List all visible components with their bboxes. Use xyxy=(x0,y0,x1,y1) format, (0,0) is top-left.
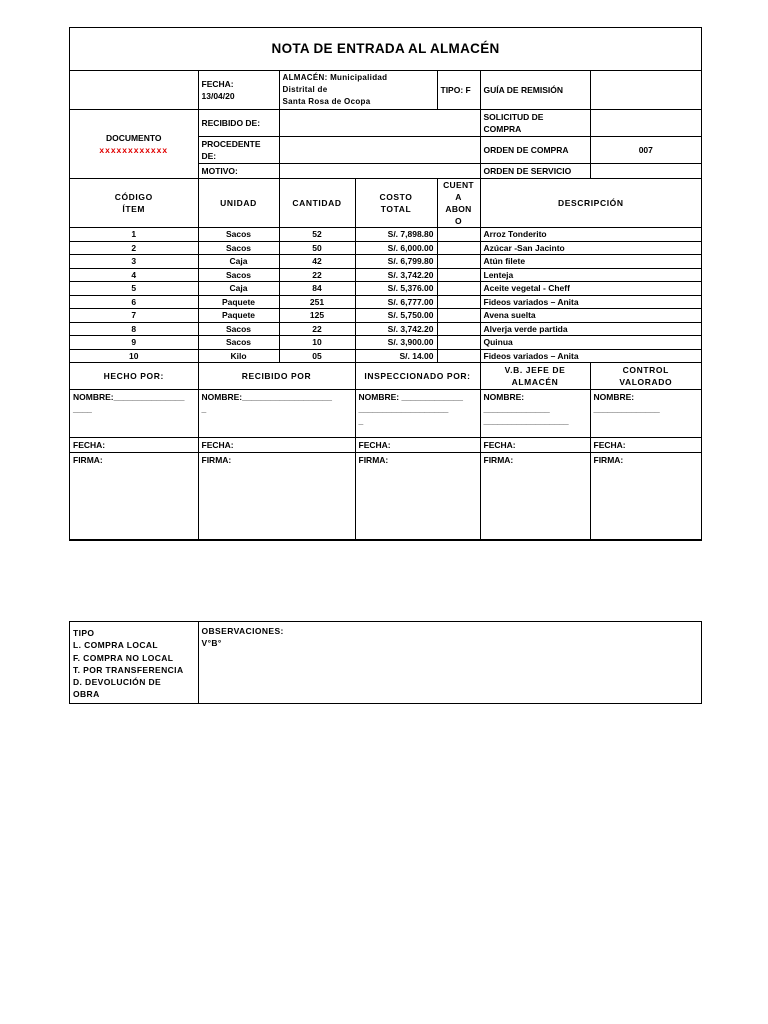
control-line-2: VALORADO xyxy=(619,377,673,387)
firma-field-control[interactable]: FIRMA: xyxy=(590,453,701,540)
hecho-por-header: HECHO POR: xyxy=(70,363,198,390)
item-cuenta-abono xyxy=(437,349,480,363)
orden-compra-label: ORDEN DE COMPRA xyxy=(480,137,590,164)
guia-label: GUÍA DE REMISIÓN xyxy=(480,71,590,110)
vb-line-2: ALMACÉN xyxy=(511,377,559,387)
table-row xyxy=(70,349,701,363)
almacen-cell xyxy=(279,71,437,110)
col-codigo-line-2: ÍTEM xyxy=(122,204,146,214)
solicitud-line-1: SOLICITUD DE xyxy=(483,112,544,122)
item-descripcion: Avena suelta xyxy=(480,309,701,323)
item-codigo: 4 xyxy=(70,268,198,282)
tipo-option-d-line-2: OBRA xyxy=(73,689,100,700)
nombre-line: ______________ xyxy=(483,404,550,414)
item-unidad: Paquete xyxy=(198,295,279,309)
item-cuenta-abono xyxy=(437,268,480,282)
item-costo: S/. 5,750.00 xyxy=(355,309,437,323)
documento-value: xxxxxxxxxxxx xyxy=(99,145,169,155)
motivo-field[interactable] xyxy=(279,164,480,179)
col-codigo xyxy=(70,179,198,228)
table-row xyxy=(70,268,701,282)
item-costo: S/. 3,742.20 xyxy=(355,322,437,336)
procedente-line-1: PROCEDENTE xyxy=(201,139,261,149)
item-unidad: Kilo xyxy=(198,349,279,363)
col-costo xyxy=(355,179,437,228)
footer-table xyxy=(70,622,701,704)
table-row xyxy=(70,228,701,242)
fecha-label: FECHA: xyxy=(201,79,234,89)
item-cantidad: 10 xyxy=(279,336,355,350)
nombre-field-vb[interactable] xyxy=(480,390,590,438)
item-cantidad: 22 xyxy=(279,268,355,282)
item-cuenta-abono xyxy=(437,241,480,255)
solicitud-compra-label xyxy=(480,110,590,137)
blank-cell xyxy=(70,71,198,110)
procedente-line-2: DE: xyxy=(201,151,217,161)
fecha-field-recibido[interactable]: FECHA: xyxy=(198,438,355,453)
firma-field-vb[interactable]: FIRMA: xyxy=(480,453,590,540)
item-cantidad: 125 xyxy=(279,309,355,323)
item-cantidad: 52 xyxy=(279,228,355,242)
tipo-option-f: F. COMPRA NO LOCAL xyxy=(73,652,174,663)
item-descripcion: Fideos variados – Anita xyxy=(480,349,701,363)
tipo-title: TIPO xyxy=(73,628,95,638)
item-cantidad: 251 xyxy=(279,295,355,309)
item-descripcion: Fideos variados – Anita xyxy=(480,295,701,309)
orden-servicio-label: ORDEN DE SERVICIO xyxy=(480,164,590,179)
recibido-de-label: RECIBIDO DE: xyxy=(198,110,279,137)
item-costo: S/. 6,000.00 xyxy=(355,241,437,255)
item-unidad: Caja xyxy=(198,282,279,296)
item-costo: S/. 6,777.00 xyxy=(355,295,437,309)
fecha-field-hecho[interactable]: FECHA: xyxy=(70,438,198,453)
control-valorado-header xyxy=(590,363,701,390)
col-cuenta-line-1: CUENT xyxy=(443,180,474,190)
nombre-line: NOMBRE: _____________ xyxy=(358,392,463,402)
item-cuenta-abono xyxy=(437,282,480,296)
item-unidad: Caja xyxy=(198,255,279,269)
procedente-field[interactable] xyxy=(279,137,480,164)
item-codigo: 2 xyxy=(70,241,198,255)
nombre-line: _ xyxy=(201,404,207,414)
col-cuenta-line-2: A xyxy=(455,192,462,202)
almacen-line-3: Santa Rosa de Ocopa xyxy=(282,97,371,106)
item-descripcion: Aceite vegetal - Cheff xyxy=(480,282,701,296)
vb-line-1: V.B. JEFE DE xyxy=(504,365,566,375)
col-cuenta-line-4: O xyxy=(455,216,462,226)
nombre-line: NOMBRE: xyxy=(483,392,525,402)
almacen-line-2: Distrital de xyxy=(282,85,328,94)
item-codigo: 9 xyxy=(70,336,198,350)
table-row xyxy=(70,255,701,269)
table-row xyxy=(70,309,701,323)
documento-label: DOCUMENTO xyxy=(105,133,162,143)
nombre-line: NOMBRE:___________________ xyxy=(201,392,332,402)
item-codigo: 1 xyxy=(70,228,198,242)
nombre-field-control[interactable] xyxy=(590,390,701,438)
col-descripcion: DESCRIPCIÓN xyxy=(480,179,701,228)
tipo-label: TIPO: F xyxy=(437,71,480,110)
fecha-field-inspeccionado[interactable]: FECHA: xyxy=(355,438,480,453)
firma-field-inspeccionado[interactable]: FIRMA: xyxy=(355,453,480,540)
recibido-por-header: RECIBIDO POR xyxy=(198,363,355,390)
col-cuenta-line-3: ABON xyxy=(445,204,472,214)
item-descripcion: Atún filete xyxy=(480,255,701,269)
item-cuenta-abono xyxy=(437,295,480,309)
item-unidad: Sacos xyxy=(198,241,279,255)
item-descripcion: Alverja verde partida xyxy=(480,322,701,336)
item-cuenta-abono xyxy=(437,255,480,269)
item-costo: S/. 14.00 xyxy=(355,349,437,363)
procedente-label xyxy=(198,137,279,164)
item-cantidad: 84 xyxy=(279,282,355,296)
nombre-field-hecho[interactable] xyxy=(70,390,198,438)
nombre-line: NOMBRE: xyxy=(593,392,635,402)
guia-value-field[interactable] xyxy=(590,71,701,110)
table-row xyxy=(70,336,701,350)
item-cantidad: 22 xyxy=(279,322,355,336)
nombre-line: ______________ xyxy=(593,404,660,414)
item-unidad: Paquete xyxy=(198,309,279,323)
col-unidad: UNIDAD xyxy=(198,179,279,228)
item-descripcion: Quinua xyxy=(480,336,701,350)
nombre-line: ___________________ xyxy=(358,404,449,414)
tipo-legend xyxy=(70,622,198,704)
item-cuenta-abono xyxy=(437,336,480,350)
table-row xyxy=(70,241,701,255)
item-costo: S/. 3,900.00 xyxy=(355,336,437,350)
motivo-label: MOTIVO: xyxy=(198,164,279,179)
item-cantidad: 42 xyxy=(279,255,355,269)
inspeccionado-por-header: INSPECCIONADO POR: xyxy=(355,363,480,390)
nombre-line: NOMBRE:_______________ xyxy=(73,392,185,402)
col-costo-line-1: COSTO xyxy=(379,192,413,202)
observaciones-label: OBSERVACIONES: xyxy=(201,626,284,636)
col-costo-line-2: TOTAL xyxy=(380,204,412,214)
item-descripcion: Arroz Tonderito xyxy=(480,228,701,242)
item-codigo: 5 xyxy=(70,282,198,296)
item-codigo: 3 xyxy=(70,255,198,269)
item-costo: S/. 3,742.20 xyxy=(355,268,437,282)
item-cuenta-abono xyxy=(437,309,480,323)
nombre-field-recibido[interactable] xyxy=(198,390,355,438)
tipo-option-l: L. COMPRA LOCAL xyxy=(73,640,159,651)
item-descripcion: Lenteja xyxy=(480,268,701,282)
item-cuenta-abono xyxy=(437,228,480,242)
nombre-field-inspeccionado[interactable] xyxy=(355,390,480,438)
fecha-cell[interactable] xyxy=(198,71,279,110)
form-title: NOTA DE ENTRADA AL ALMACÉN xyxy=(70,28,701,71)
item-cuenta-abono xyxy=(437,322,480,336)
item-codigo: 10 xyxy=(70,349,198,363)
firma-field-hecho[interactable]: FIRMA: xyxy=(70,453,198,540)
firma-field-recibido[interactable]: FIRMA: xyxy=(198,453,355,540)
fecha-value: 13/04/20 xyxy=(201,91,235,101)
item-unidad: Sacos xyxy=(198,268,279,282)
fecha-field-control[interactable]: FECHA: xyxy=(590,438,701,453)
item-unidad: Sacos xyxy=(198,322,279,336)
table-row xyxy=(70,295,701,309)
table-row xyxy=(70,322,701,336)
item-descripcion: Azúcar -San Jacinto xyxy=(480,241,701,255)
nombre-line: ____ xyxy=(73,404,92,414)
item-codigo: 6 xyxy=(70,295,198,309)
item-codigo: 8 xyxy=(70,322,198,336)
col-cuenta xyxy=(437,179,480,228)
orden-servicio-field[interactable] xyxy=(590,164,701,179)
fecha-field-vb[interactable]: FECHA: xyxy=(480,438,590,453)
observaciones-field[interactable] xyxy=(198,622,701,704)
col-cantidad: CANTIDAD xyxy=(279,179,355,228)
nota-de-entrada-form xyxy=(69,27,702,541)
nombre-line: __________________ xyxy=(483,416,569,426)
table-row xyxy=(70,282,701,296)
item-unidad: Sacos xyxy=(198,228,279,242)
items-body xyxy=(70,228,701,363)
vb-mark: V°B° xyxy=(201,638,222,649)
item-costo: S/. 5,376.00 xyxy=(355,282,437,296)
tipo-option-t: T. POR TRANSFERENCIA xyxy=(73,664,184,675)
item-costo: S/. 6,799.80 xyxy=(355,255,437,269)
tipo-option-d-line-1: D. DEVOLUCIÓN DE xyxy=(73,677,162,688)
solicitud-compra-field[interactable] xyxy=(590,110,701,137)
col-codigo-line-1: CÓDIGO xyxy=(114,192,153,202)
orden-compra-value[interactable]: 007 xyxy=(590,137,701,164)
documento-cell xyxy=(70,110,198,179)
recibido-de-field[interactable] xyxy=(279,110,480,137)
tipo-observaciones-box xyxy=(69,621,702,704)
item-cantidad: 05 xyxy=(279,349,355,363)
item-unidad: Sacos xyxy=(198,336,279,350)
control-line-1: CONTROL xyxy=(622,365,669,375)
item-costo: S/. 7,898.80 xyxy=(355,228,437,242)
main-table xyxy=(70,28,701,540)
almacen-line-1: ALMACÉN: Municipalidad xyxy=(282,73,388,82)
item-cantidad: 50 xyxy=(279,241,355,255)
item-codigo: 7 xyxy=(70,309,198,323)
nombre-line: _ xyxy=(358,416,364,426)
solicitud-line-2: COMPRA xyxy=(483,124,522,134)
vb-jefe-header xyxy=(480,363,590,390)
